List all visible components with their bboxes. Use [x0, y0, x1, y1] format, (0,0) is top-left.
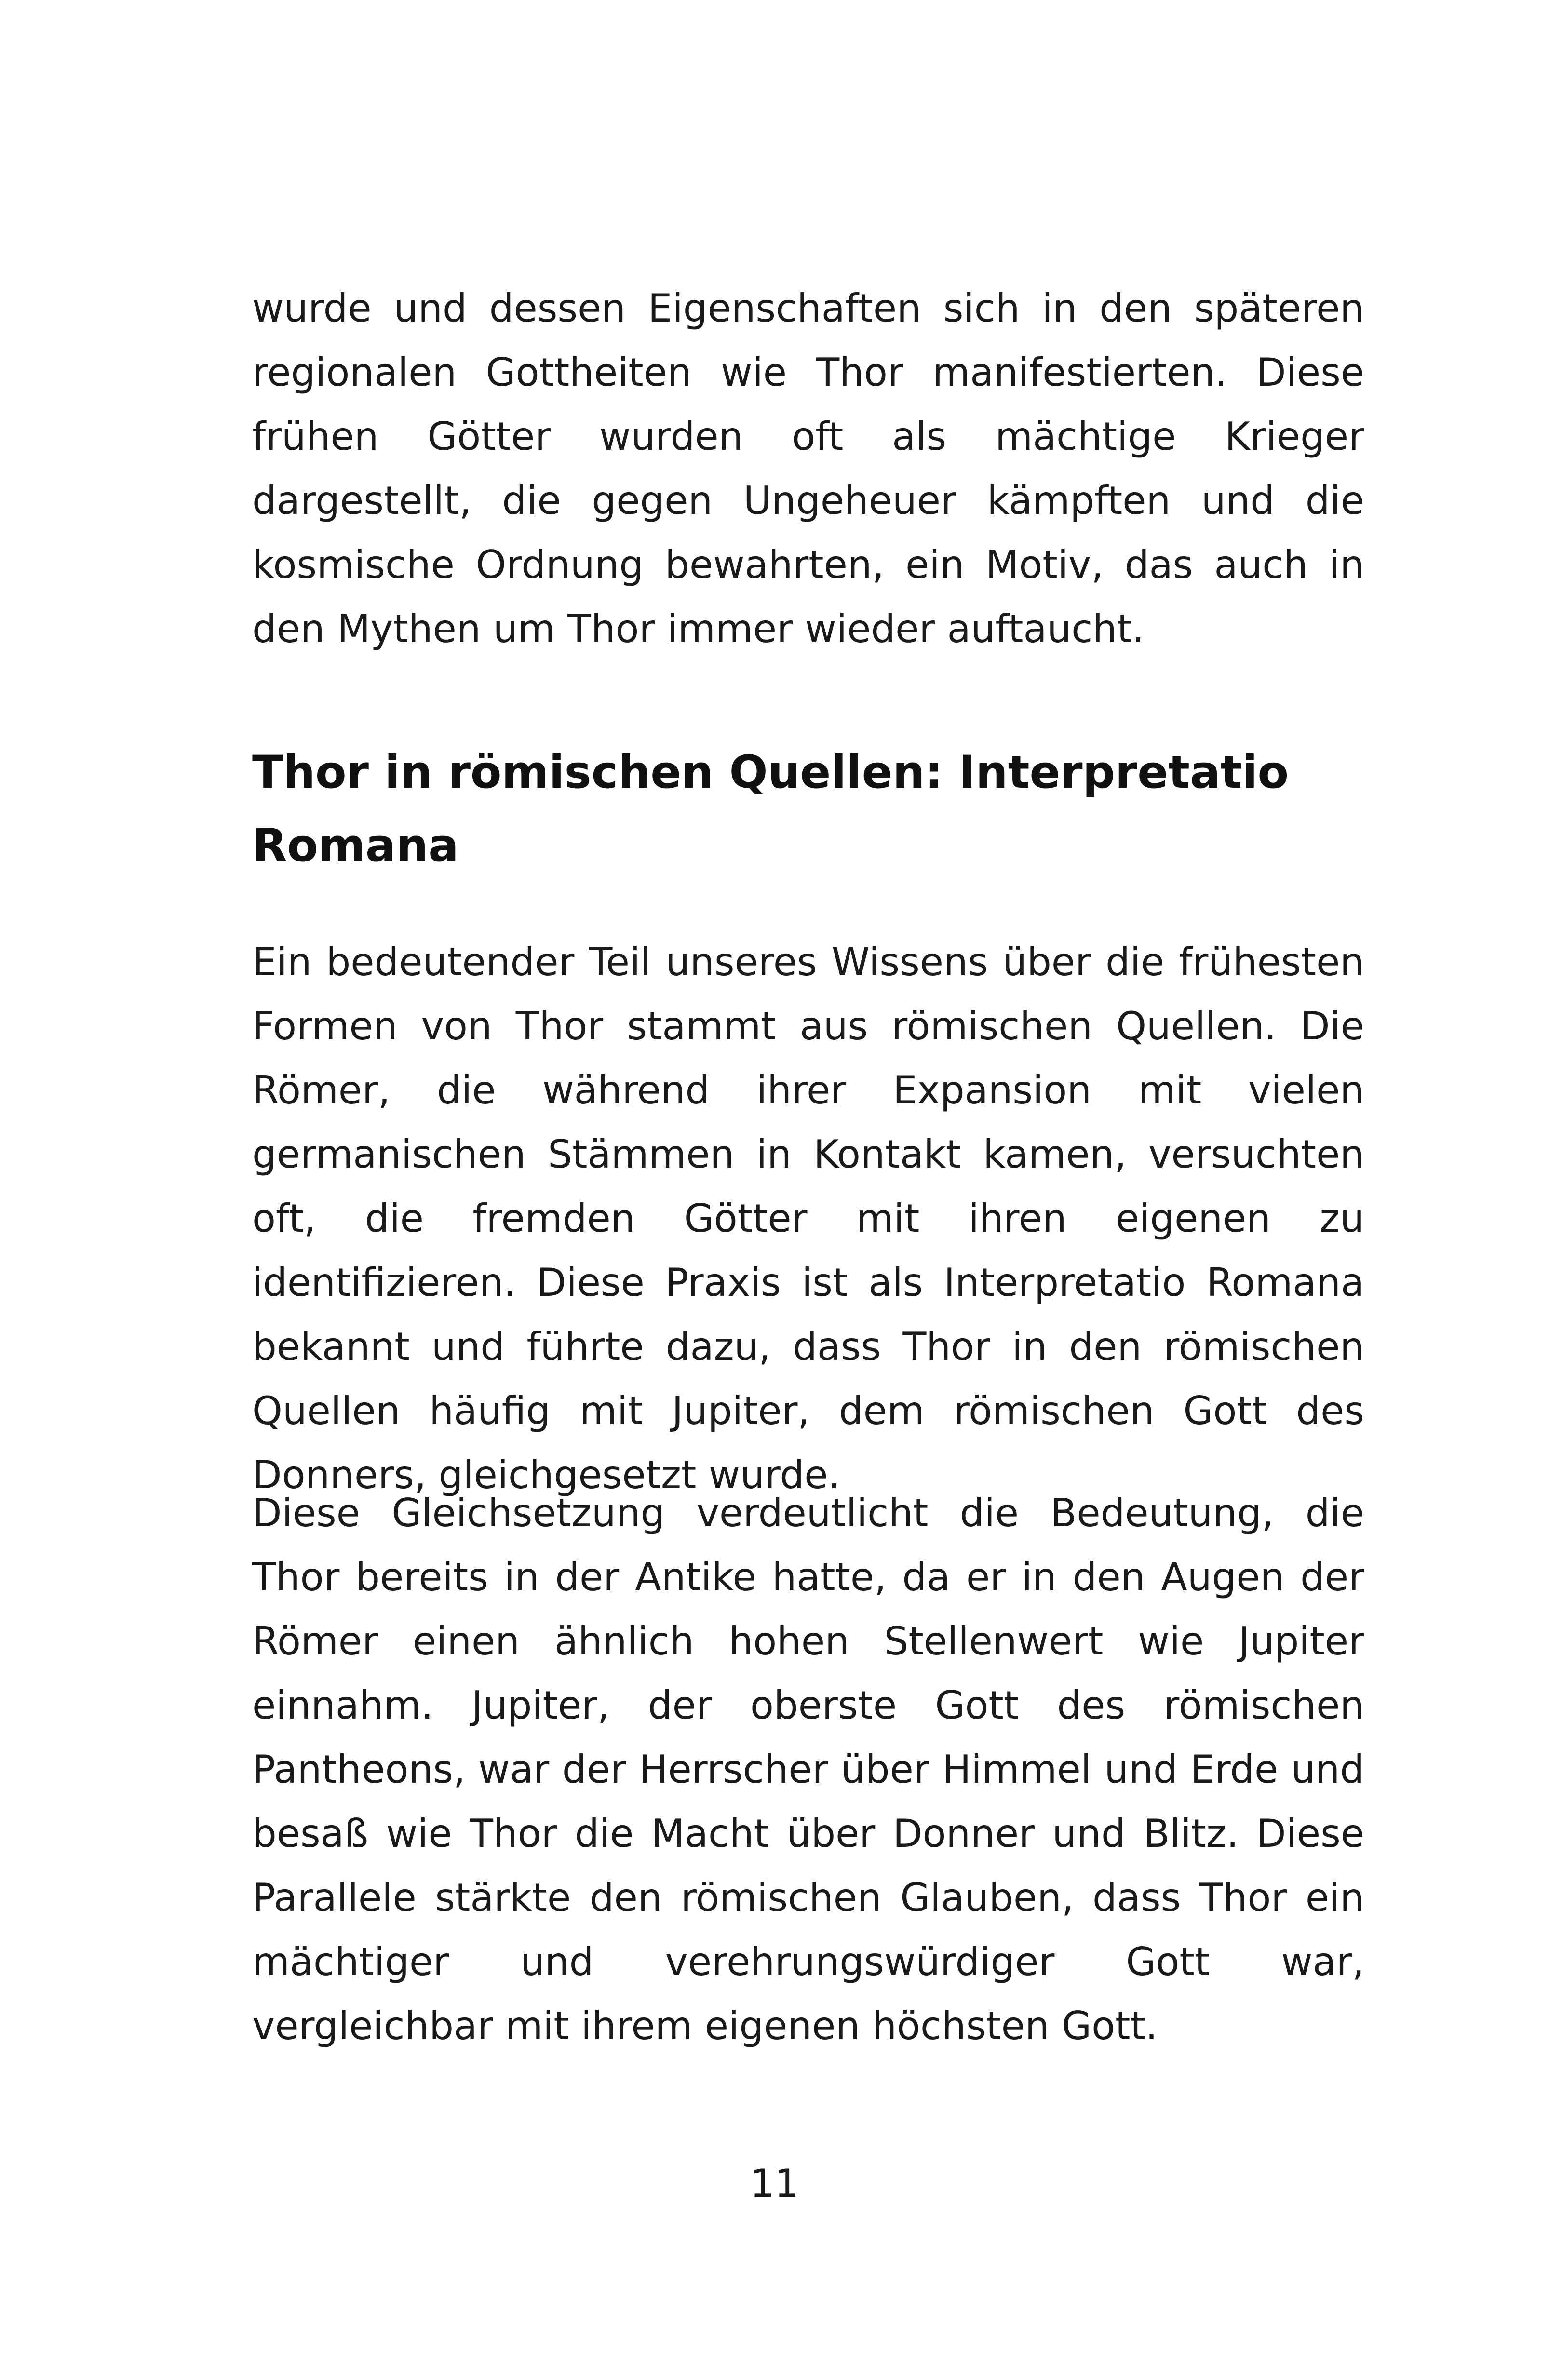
page-number: 11	[750, 2161, 799, 2206]
body-paragraph-3: Diese Gleichsetzung verdeutlicht die Bedeutung, die Thor bereits in der Antike hatte, da er in den Augen der Römer einen ähnlich hohen Stellenwert wie Jupiter einnahm. Jupiter, der oberste Gott des römischen Pantheons, war der Herrscher über Himmel und Erde und besaß wie Thor die Macht über Donner und Blitz. Diese Parallele stärkte den römischen Glauben, dass Thor ein mächtiger und verehrungswürdiger Gott war, vergleichbar mit ihrem eigenen höchsten Gott.	[252, 1491, 1364, 2048]
body-paragraph-2: Ein bedeutender Teil unseres Wissens über die frühesten Formen von Thor stammt aus römischen Quellen. Die Römer, die während ihrer Expansion mit vielen germanischen Stämmen in Kontakt kamen, versuchten oft, die fremden Götter mit ihren eigenen zu identifizieren. Diese Praxis ist als Interpretatio Romana bekannt und führte dazu, dass Thor in den römischen Quellen häufig mit Jupiter, dem römischen Gott des Donners, gleichgesetzt wurde.	[252, 940, 1364, 1497]
section-heading: Thor in römischen Quellen: Interpretatio Romana	[252, 746, 1289, 872]
body-paragraph-1: wurde und dessen Eigenschaften sich in den späteren regionalen Gottheiten wie Thor manifestierten. Diese frühen Götter wurden oft als mächtige Krieger dargestellt, die gegen Ungeheuer kämpften und die kosmische Ordnung bewahrten, ein Motiv, das auch in den Mythen um Thor immer wieder auftaucht.	[252, 286, 1364, 651]
